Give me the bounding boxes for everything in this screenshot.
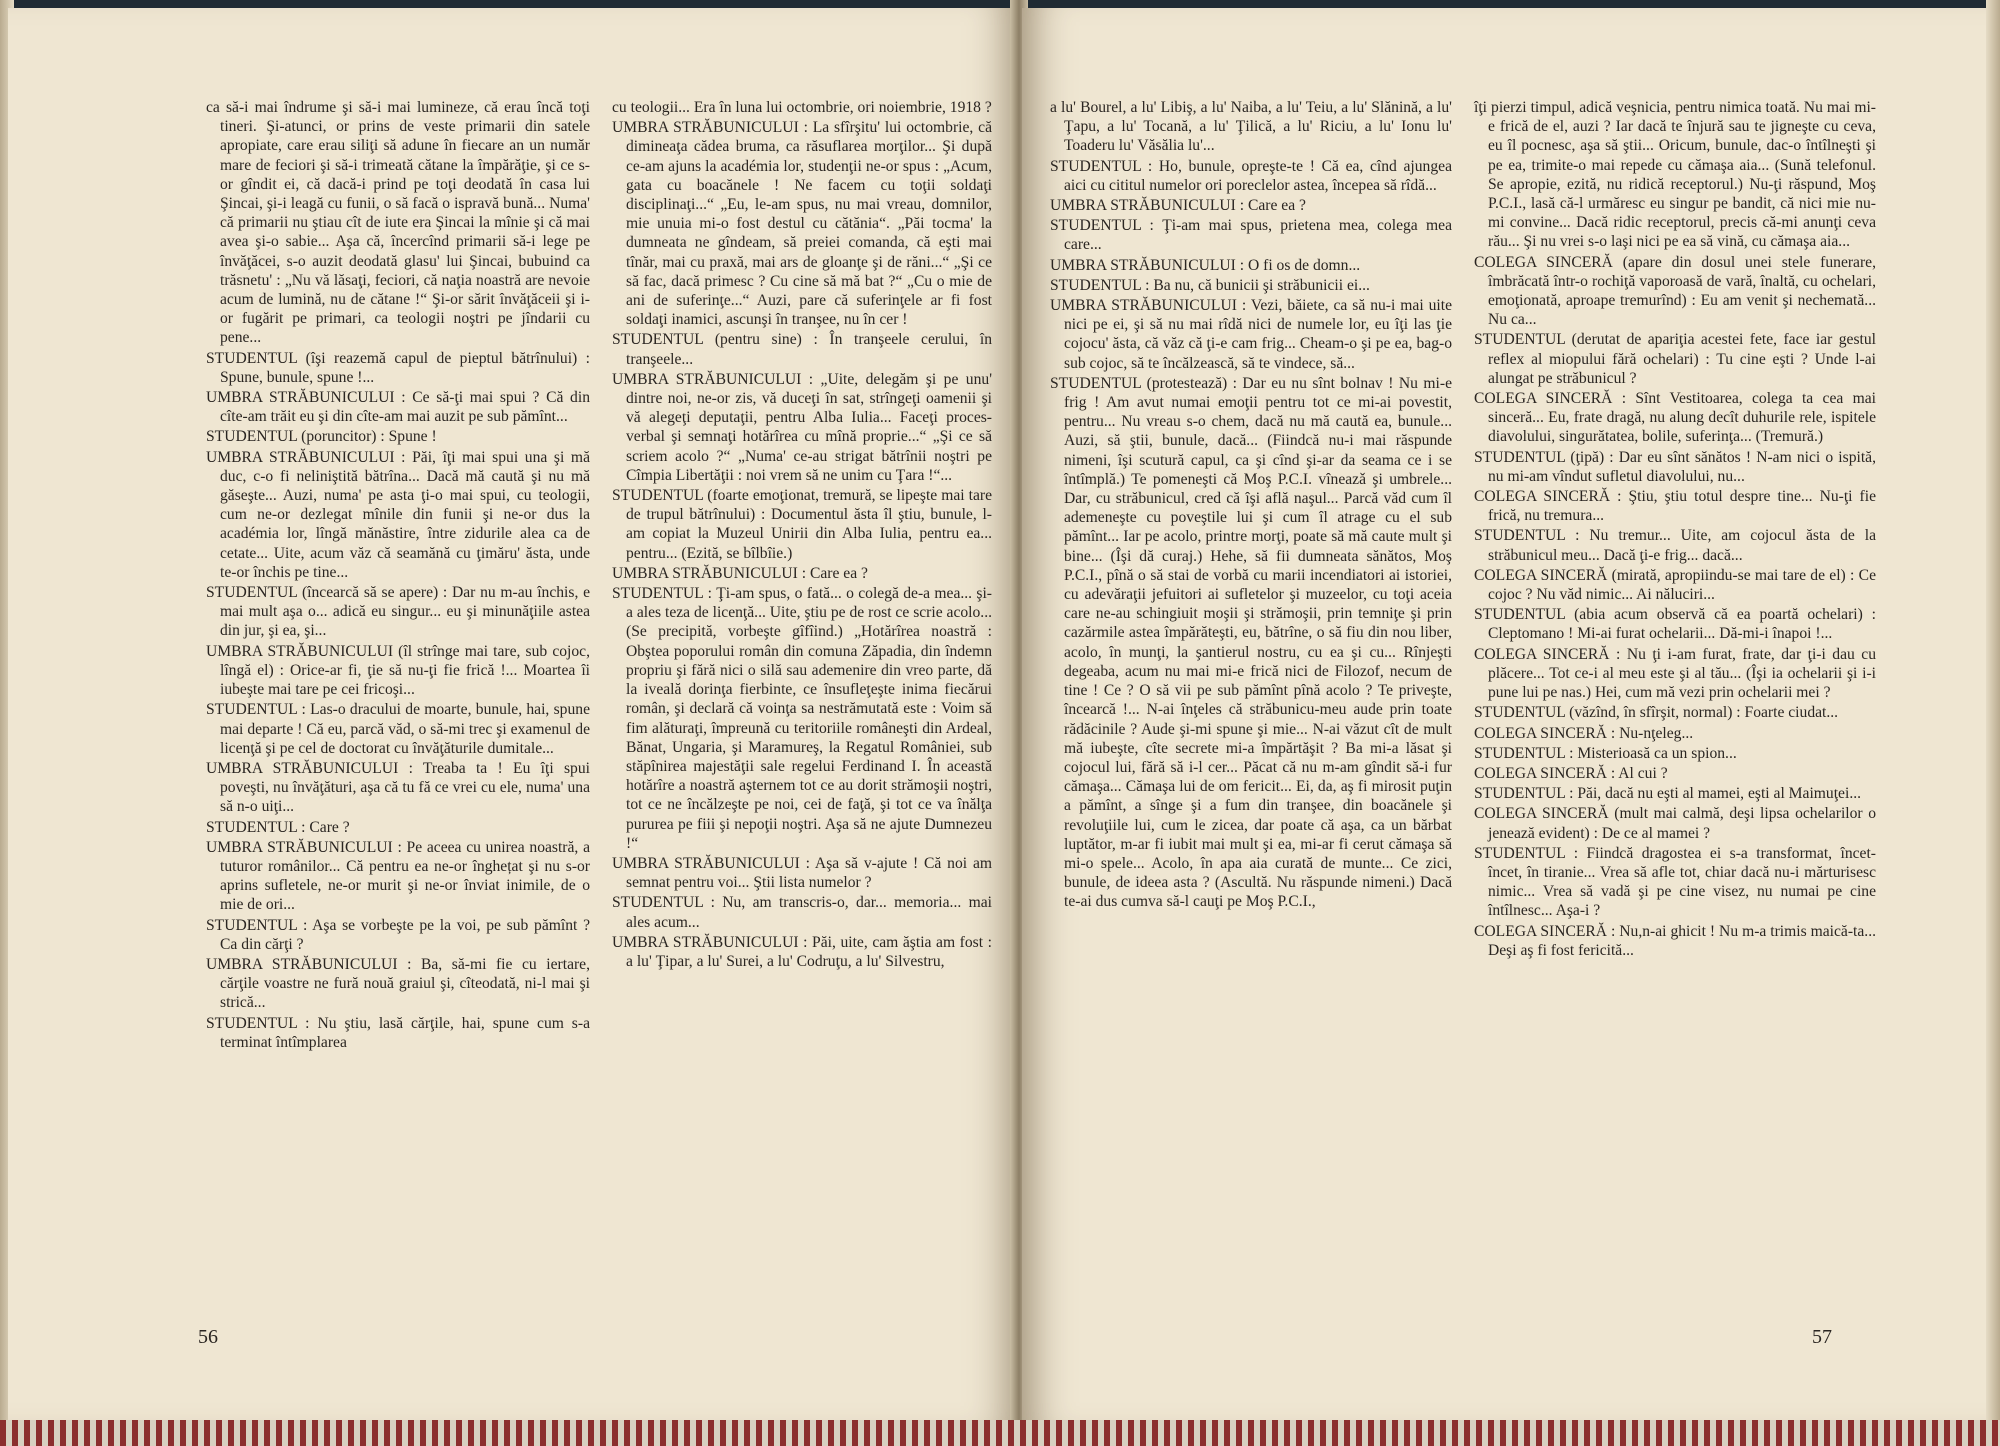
text-paragraph: STUDENTUL : Aşa se vorbeşte pe la voi, pe sub pămînt ? Ca din cărţi ? xyxy=(206,916,590,953)
text-paragraph: COLEGA SINCERĂ : Nu,n-ai ghicit ! Nu m-a trimis maică-ta... Deşi aş fi fost fericită... xyxy=(1474,922,1876,959)
text-paragraph: STUDENTUL : Nu, am transcris-o, dar... memoria... mai ales acum... xyxy=(612,894,992,931)
text-paragraph: COLEGA SINCERĂ : Nu ţi i-am furat, frate, dar ţi-i dau cu plăcere... Tot ce-i al meu este şi al tău... (Îşi ia ochelarii şi i-i pune lui pe nas.) Hei, cum mă vezi prin ochelarii mei ? xyxy=(1474,645,1876,702)
text-paragraph: STUDENTUL : Ho, bunule, opreşte-te ! Că ea, cînd ajungea aici cu cititul numelor ori poreclelor astea, începea să rîdă... xyxy=(1050,157,1452,194)
page-number-left: 56 xyxy=(198,1326,218,1348)
text-paragraph: STUDENTUL : Las-o dracului de moarte, bunule, hai, spune mai departe ! Că eu, parcă văd, o să-mi trec şi examenul de licenţă şi pe cel de doctorat cu învăţăturile dumitale... xyxy=(206,701,590,757)
text-paragraph: UMBRA STRĂBUNICULUI : Treaba ta ! Eu îţi spui poveşti, nu învăţături, aşa că tu fă ce vrei cu ele, numa' una să n-o uiţi... xyxy=(206,759,590,816)
text-paragraph: STUDENTUL (abia acum observă că ea poartă ochelari) : Cleptomano ! Mi-ai furat ochelarii... Dă-mi-i înapoi !... xyxy=(1474,606,1876,643)
text-paragraph: STUDENTUL (încearcă să se apere) : Dar nu m-au închis, e mai mult aşa o... adică eu singur... eu şi minunăţiile astea din jur, şi ea, şi... xyxy=(206,584,590,640)
text-paragraph: COLEGA SINCERĂ (mirată, apropiindu-se mai tare de el) : Ce cojoc ? Nu văd nimic... Ai năluciri... xyxy=(1474,566,1876,604)
text-paragraph: STUDENTUL : Fiindcă dragostea ei s-a transformat, încet-încet, în tiranie... Vrea să afle tot, chiar dacă nu-i mărturisesc nimic... Vrea să vadă şi pe cine visez, nu numai pe cine întîlnesc... Aşa-i ? xyxy=(1474,844,1876,920)
text-paragraph: UMBRA STRĂBUNICULUI : Vezi, băiete, ca să nu-i mai uite nici pe ei, şi să nu mai rîdă nici de numele lor, eu îţi las ţie cojocu' ăsta, că văz că ţi-e cam frig... Cheam-o şi pe ea, bag-o sub cojoc, să te încălzească, să te vindece, să... xyxy=(1050,297,1452,372)
text-paragraph: UMBRA STRĂBUNICULUI : „Uite, delegăm şi pe unu' dintre noi, ne-or zis, vă duceţi în sat, strîngeţi oamenii şi vă alegeţi deputaţii, pentru Alba Iulia... Faceţi proces-verbal şi semnaţi hotărîrea cu mînă proprie...“ „Şi ce să scriem acolo ?“ „Numa' ce-au strigat bătrînii noştri pe Cîmpia Libertăţii : noi vrem să ne unim cu Ţara !“... xyxy=(612,370,992,484)
text-paragraph: COLEGA SINCERĂ (mult mai calmă, deşi lipsa ochelarilor o jenează evident) : De ce al mamei ? xyxy=(1474,805,1876,842)
text-paragraph: STUDENTUL : Misterioasă ca un spion... xyxy=(1474,744,1737,762)
text-paragraph: UMBRA STRĂBUNICULUI : Păi, uite, cam ăştia am fost : a lu' Ţipar, a lu' Surei, a lu' Codruţu, a lu' Silvestru, xyxy=(612,933,992,970)
text-paragraph: îţi pierzi timpul, adică veşnicia, pentru nimica toată. Nu mai mi-e frică de el, auzi ? Iar dacă te înjură sau te jigneşte cu ceva, eu îl pocnesc, aşa să ştii... Oricum, bunule, dac-o întîlneşti şi pe ea, trimite-o mai repede cu cămaşa aia... (Sună telefonul. Se apropie, ezită, nu ridică receptorul.) Nu-ţi răspund, Moş P.C.I., lasă că-l urmăresc eu singur pe bandit, că nici mie nu-mi convine... Dacă ridic receptorul, precis că-mi anunţi ceva rău... Şi nu vrei s-o laşi nici pe ea să vină, cu cămaşa aia... xyxy=(1474,99,1876,251)
text-paragraph: UMBRA STRĂBUNICULUI (îl strînge mai tare, sub cojoc, lîngă el) : Orice-ar fi, ţie să nu-ţi fie frică !... Moartea îi iubeşte mai tare pe cei fricoşi... xyxy=(206,642,590,699)
text-paragraph: UMBRA STRĂBUNICULUI : Care ea ? xyxy=(1050,197,1306,215)
right-column-1 xyxy=(1050,98,1452,913)
text-paragraph: UMBRA STRĂBUNICULUI : Aşa să v-ajute ! Că noi am semnat pentru voi... Ştii lista numelor ? xyxy=(612,854,992,892)
text-paragraph: STUDENTUL : Nu tremur... Uite, am cojocul ăsta de la străbunicul meu... Dacă ţi-e frig... dacă... xyxy=(1474,527,1876,564)
text-paragraph: COLEGA SINCERĂ (apare din dosul unei stele funerare, îmbrăcată într-o rochiţă vaporoasă de vară, înaltă, cu ochelari, emoţionată, aproape tremurînd) : Eu am venit şi nechemată... Nu ca... xyxy=(1474,253,1876,329)
cover-cloth-strip xyxy=(0,1420,2000,1446)
text-paragraph: STUDENTUL (pentru sine) : În tranşeele cerului, în tranşeele... xyxy=(612,331,992,368)
right-page xyxy=(1022,8,1992,1420)
text-paragraph: STUDENTUL (văzînd, în sfîrşit, normal) : Foarte ciudat... xyxy=(1474,704,1839,722)
text-paragraph: COLEGA SINCERĂ : Nu-nţeleg... xyxy=(1474,724,1694,742)
text-paragraph: STUDENTUL (foarte emoţionat, tremură, se lipeşte mai tare de trupul bătrînului) : Documentul ăsta îl ştiu, bunule, l-am copiat la Muzeul Unirii din Alba Iulia, pentru ea... pentru... (Ezită, se bîlbîie.) xyxy=(612,487,992,562)
text-paragraph: UMBRA STRĂBUNICULUI : La sfîrşitu' lui octombrie, că dimineaţa cădea bruma, ca răsuflarea morţilor... Şi după ce-am ajuns la académia lor, studenţii ne-or spus : „Acum, gata cu boacănele ! Ne facem cu toţii soldaţi disciplinaţi...“ „Eu, le-am spus, nu mai vreau, domnilor, mie unuia mi-o fost destul cu cătănia“. „Păi tocma' la dumneata ne gîndeam, să preiei comanda, că eşti mai tînăr, mai cu praxă, mai ars de gloanţe şi de răni...“ „Şi ce să fac, dacă primesc ? Cu cine să mă bat ?“ „Cu o mie de ani de suferinţe...“ Auzi, pare că suferinţele ar fi fost soldaţi inamici, ascunşi în tranşee, nu în cer ! xyxy=(612,119,992,329)
text-paragraph: STUDENTUL (derutat de apariţia acestei fete, face iar gestul reflex al miopului fără ochelari) : Tu cine eşti ? Unde l-ai alungat pe străbunicul ? xyxy=(1474,331,1876,387)
right-column-2 xyxy=(1474,98,1876,961)
left-page xyxy=(8,8,1018,1420)
text-paragraph: UMBRA STRĂBUNICULUI : Ce să-ţi mai spui ? Că din cîte-am trăit eu şi din cîte-am mai auzit pe sub pămînt... xyxy=(206,389,590,426)
text-paragraph: UMBRA STRĂBUNICULUI : Păi, îţi mai spui una şi mă duc, c-o fi neliniştită bătrîna... Dacă mă caută şi nu mă găseşte... Auzi, numa' pe asta ţi-o mai spui, cu teologii, cum ne-or dezlegat mînile din funii şi ne-or dus la académia lor, lîngă mănăstire, între zidurile alea ca de cetate... Uite, acum văz că seamănă cu ţimăru' ăsta, unde te-or închis pe tine... xyxy=(206,448,590,581)
text-paragraph: STUDENTUL (poruncitor) : Spune ! xyxy=(206,428,437,446)
text-paragraph: STUDENTUL : Nu ştiu, lasă cărţile, hai, spune cum s-a terminat întîmplarea xyxy=(206,1014,590,1051)
page-number-right: 57 xyxy=(1812,1326,1832,1348)
text-paragraph: STUDENTUL : Care ? xyxy=(206,818,350,836)
text-paragraph: STUDENTUL (îşi reazemă capul de pieptul bătrînului) : Spune, bunule, spune !... xyxy=(206,349,590,386)
text-paragraph: ca să-i mai îndrume şi să-i mai lumineze, că erau încă toţi tineri. Şi-atunci, or prins de veste primarii din satele apropiate, care erau siliţi să adune în fiecare an un număr mare de feciori şi să-i trimeată cătane la împărăţie, şi ce s-or gîndit ei, că dacă-i prind pe toţi deodată în casa lui Şincai, şi-i leagă cu funii, o să facă o ispravă bună... Numa' că primarii nu ştiau cît de iute era Şincai la mînie şi că mai avea şi-o sabie... Aşa că, încercînd primarii să-i lege pe învăţăcei, s-o auzit deodată glasu' lui Şincai, bubuind ca trăsnetu' : „Nu vă lăsaţi, feciori, că naţia noastră are nevoie acum de lumină, nu de cătane !“ Şi-or sărit învăţăceii şi i-or fugărit pe primari, ca teologii noştri pe jîndarii cu pene... xyxy=(206,99,590,347)
text-paragraph: STUDENTUL (ţipă) : Dar eu sînt sănătos ! N-am nici o ispită, nu mi-am vîndut sufletul diavolului, nu... xyxy=(1474,448,1876,485)
text-paragraph: UMBRA STRĂBUNICULUI : Ba, să-mi fie cu iertare, cărţile voastre ne fură nouă graiul şi, cîteodată, ni-l mai şi strică... xyxy=(206,955,590,1012)
text-paragraph: UMBRA STRĂBUNICULUI : Pe aceea cu unirea noastră, a tuturor românilor... Că pentru ea ne-or înghețat şi nu s-or aprins sufletele, ne-or murit şi ne-or înviat inimile, de o mie de ori... xyxy=(206,838,590,914)
text-paragraph: STUDENTUL : Ba nu, că bunicii şi străbunicii ei... xyxy=(1050,276,1370,294)
left-column-1 xyxy=(206,98,590,1053)
text-paragraph: STUDENTUL : Păi, dacă nu eşti al mamei, eşti al Maimuţei... xyxy=(1474,785,1862,803)
text-paragraph: cu teologii... Era în luna lui octombrie, ori noiembrie, 1918 ? xyxy=(612,99,992,116)
text-paragraph: COLEGA SINCERĂ : Ştiu, ştiu totul despre tine... Nu-ţi fie frică, nu tremura... xyxy=(1474,488,1876,525)
text-paragraph: a lu' Bourel, a lu' Libiş, a lu' Naiba, a lu' Teiu, a lu' Slănină, a lu' Ţapu, a lu' Tocană, a lu' Ţilică, a lu' Riciu, a lu' Ionu lu' Toaderu lu' Văsălia lu'... xyxy=(1050,99,1452,155)
text-paragraph: UMBRA STRĂBUNICULUI : O fi os de domn... xyxy=(1050,256,1361,274)
book-edge-right xyxy=(1986,0,2000,1420)
text-paragraph: COLEGA SINCERĂ : Al cui ? xyxy=(1474,764,1668,782)
text-paragraph: STUDENTUL (protestează) : Dar eu nu sînt bolnav ! Nu mi-e frig ! Am avut numai emoţii pentru tot ce mi-ai povestit, pentru... Nu vreau s-o chem, dacă nu mă caută ea, bunule... Auzi, să ştii, bunule, dacă... (Fiindcă nu-i mai răspunde nimeni, îşi scutură capul, ca şi cînd şi-ar da seama ce i se întîmplă.) Te pomeneşti că Moş P.C.I. vîneazǎ şi umbrele... Dar, cu străbunicul, cred că îşi află naşul... Parcă văd cum îl ademeneşte cu poveştile lui şi cum îl atrage cu el sub pămînt... Iar pe acolo, printre morţi, poate să mă caute mult şi bine... (Îşi dă curaj.) Hehe, să fii dumneata sănătos, Moş P.C.I., pînă o să stai de vorbă cu marii incendiatori ai istoriei, cu adevăraţii jefuitori ai sufletelor şi muzeelor, cu toţi aceia care ne-au schingiuit moşii şi strămoşii, prin temniţe şi prin cazărmile astea împărăteşti, eu, bătrîne, o să fiu din nou liber, acolo, în munţi, la şantierul nostru, cu ea şi cu... Rînjeşti degeaba, acum nu mai mi-e frică nici de Filozof, necum de tine ! Ce ? O să vii pe sub pămînt pînă acolo ? Te priveşte, încearcă !... N-ai înţeles că străbunicu-meu aude prin toate rădăcinile ? Aude şi-mi spune şi mie... N-ai văzut cît de mult mă iubeşte, cîte secrete mi-a împărtăşit ? Ba mi-a lăsat şi cojocul lui, fără să i-l cer... Păcat că nu m-am gîndit să-i fur cămaşa... Cămaşa lui de om fericit... Ei, da, aş fi mirosit puţin a pămînt, a sînge şi a fum din tranşee, din boacănele şi revoluţiile lui, cum le zicea, dar poate că aşa, ca un bărbat luptător, m-ar fi iubit mai mult şi ea, mi-ar fi cerut cămaşa să mi-o spele... Acolo, în apa aia curată de munte... Ce zici, bunule, de ideea asta ? (Ascultă. Nu răspunde nimeni.) Dacă te-ai dus cumva să-l cauţi pe Moş P.C.I., xyxy=(1050,374,1452,911)
text-paragraph: UMBRA STRĂBUNICULUI : Care ea ? xyxy=(612,564,868,582)
text-paragraph: STUDENTUL : Ţi-am spus, o fată... o colegă de-a mea... şi-a ales teza de licenţă... Uite, ştiu pe de rost ce scrie acolo... (Se precipită, vorbeşte gîfîind.) „Hotărîrea noastră : Obştea poporului român din comuna Zăpadia, din îndemn propriu şi fără nici o silă sau ademenire din vreo parte, dă la iveală dorinţa fierbinte, ce însufleţeşte inima fiecărui român, şi declară că voinţa sa nestrămutată este : Voim să fim alăturaţi, împreună cu teritoriile româneşti din Ardeal, Bănat, Ungaria, şi Maramureş, la Regatul României, sub stăpînirea majestăţii sale regelui Ferdinand I. În această hotărîre a noastră aşternem tot ce au dorit strămoşii noştri, tot ce ne încălzeşte pe noi, cei de faţă, şi tot ce va înălţa pururea pe fiii şi nepoţii noştri. Aşa să ne ajute Dumnezeu !“ xyxy=(612,585,992,852)
text-paragraph: STUDENTUL : Ţi-am mai spus, prietena mea, colega mea care... xyxy=(1050,217,1452,254)
left-column-2 xyxy=(612,98,992,972)
text-paragraph: COLEGA SINCERĂ : Sînt Vestitoarea, colega ta cea mai sinceră... Eu, frate dragă, nu alung decît duhurile rele, ispitele diavolului, singurătatea, bolile, suferinţa... (Tremură.) xyxy=(1474,390,1876,446)
